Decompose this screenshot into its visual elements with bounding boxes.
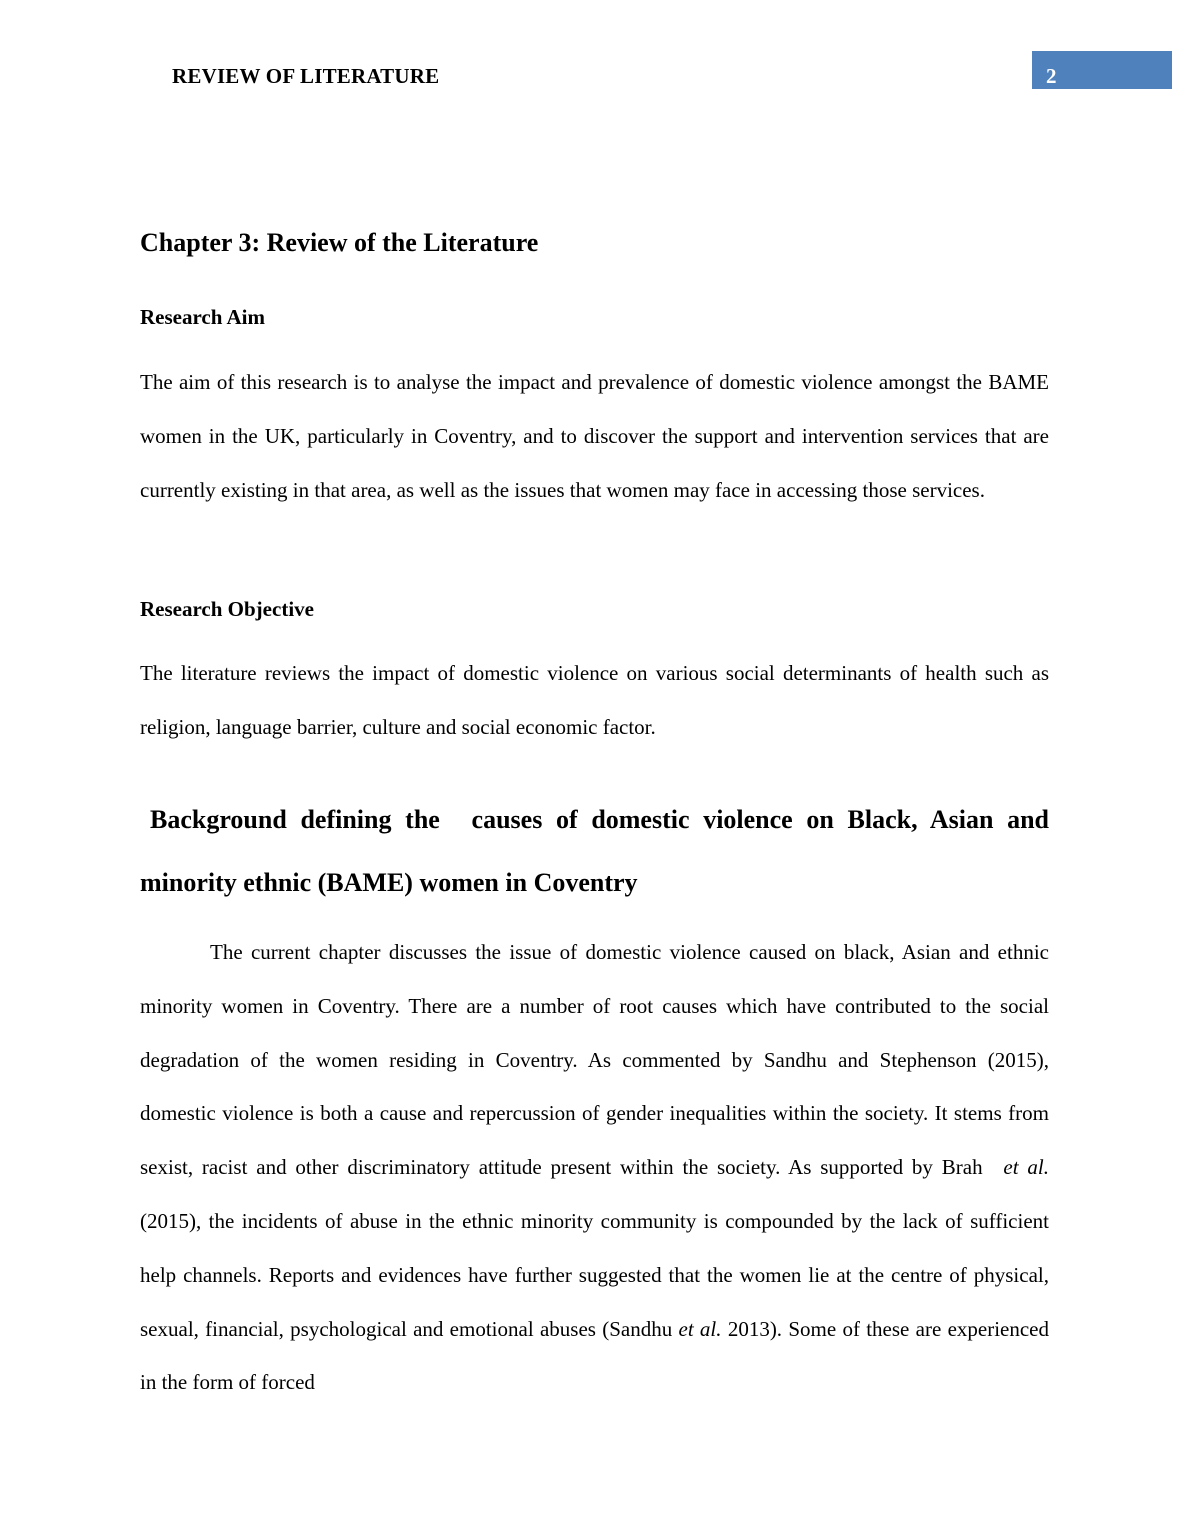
background-text-part2: (2015), the incidents of abuse in the ethnic minority community is compounded by the lack of sufficient help channels. Reports and evidences have further suggested that the women lie at the centre of physical, sexual, financial, psychological and emotional abuses (Sandhu — [140, 1208, 1049, 1341]
background-section-heading — [140, 788, 1049, 914]
et-al-citation: et al. — [1003, 1155, 1050, 1180]
background-heading-part1: Background defining the — [150, 805, 440, 834]
research-aim-heading: Research Aim — [140, 305, 266, 329]
background-paragraph — [140, 926, 1049, 1410]
chapter-title: Chapter 3: Review of the Literature — [140, 228, 539, 257]
background-text-part1: The current chapter discusses the issue of domestic violence caused on black, Asian and ethnic minority women in Coventry. There are a number of root causes which have contributed to the social degradation of the women residing in Coventry. As commented by Sandhu and Stephenson (2015), domestic violence is both a cause and repercussion of gender inequalities within the society. It stems from sexist, racist and other discriminatory attitude present within the society. As supported by Brah — [140, 940, 1049, 1180]
research-objective-heading: Research Objective — [140, 597, 314, 621]
research-objective-paragraph: The literature reviews the impact of domestic violence on various social determinants of health such as religion, language barrier, culture and social economic factor. — [140, 661, 1049, 739]
background-heading-part2: causes of domestic violence on Black, Asian and minority ethnic (BAME) women in Coventry — [140, 805, 1050, 897]
research-aim-paragraph: The aim of this research is to analyse the impact and prevalence of domestic violence amongst the BAME women in the UK, particularly in Coventry, and to discover the support and intervention services that are currently existing in that area, as well as the issues that women may face in accessing those services. — [140, 370, 1049, 502]
et-al-citation: et al. — [678, 1316, 722, 1341]
page-number-box — [1032, 51, 1172, 89]
page-number: 2 — [1046, 64, 1057, 88]
running-header-title: REVIEW OF LITERATURE — [172, 64, 440, 88]
background-text-part3: 2013). Some of these are experienced in the form of forced — [140, 1316, 1049, 1395]
